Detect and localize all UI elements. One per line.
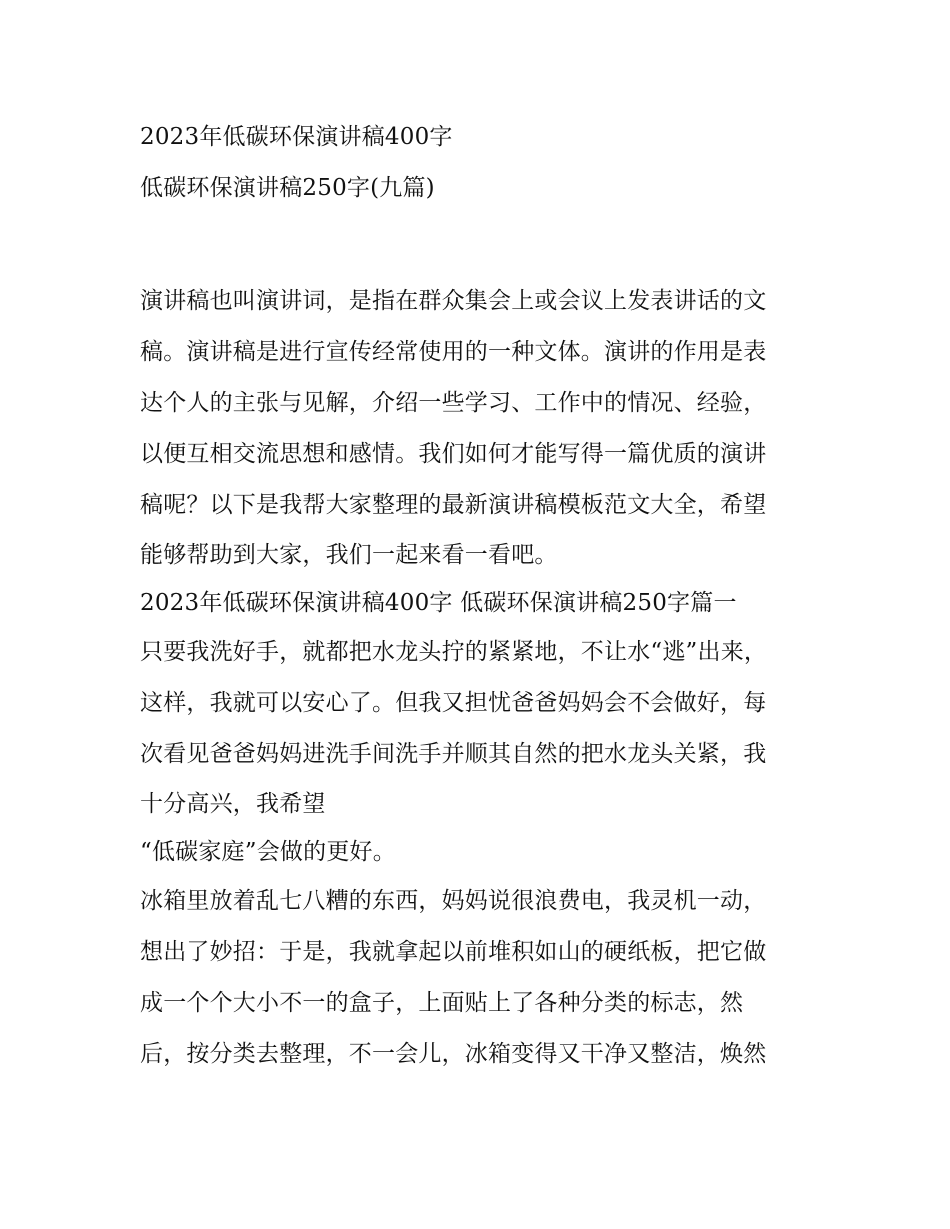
paragraph-line: 十分高兴，我希望 (140, 791, 326, 817)
paragraph-line: 这样，我就可以安心了。但我又担忧爸爸妈妈会不会做好，每 (140, 690, 767, 716)
paragraph-line: 想出了妙招：于是，我就拿起以前堆积如山的硬纸板，把它做 (140, 939, 767, 965)
section-heading: 2023年低碳环保演讲稿400字 低碳环保演讲稿250字篇一 (140, 590, 737, 616)
paragraph-line: 次看见爸爸妈妈进洗手间洗手并顺其自然的把水龙头关紧，我 (140, 741, 767, 767)
paragraph-line: 成一个个大小不一的盒子，上面贴上了各种分类的标志，然 (140, 990, 744, 1016)
paragraph-line: “低碳家庭”会做的更好。 (140, 839, 396, 865)
paragraph-line: 冰箱里放着乱七八糟的东西，妈妈说很浪费电，我灵机一动， (140, 888, 767, 914)
document-body (140, 276, 830, 1080)
title-line-1: 2023年低碳环保演讲稿400字 (140, 124, 453, 150)
paragraph-line: 稿。演讲稿是进行宣传经常使用的一种文体。演讲的作用是表 (140, 339, 767, 365)
paragraph-line: 演讲稿也叫演讲词，是指在群众集会上或会议上发表讲话的文 (140, 288, 767, 314)
paragraph-line: 达个人的主张与见解，介绍一些学习、工作中的情况、经验， (140, 390, 767, 416)
paragraph-line: 后，按分类去整理，不一会儿，冰箱变得又干净又整洁，焕然 (140, 1041, 767, 1067)
paragraph-line: 以便互相交流思想和感情。我们如何才能写得一篇优质的演讲 (140, 441, 767, 467)
paragraph-line: 能够帮助到大家，我们一起来看一看吧。 (140, 542, 558, 568)
title-line-2: 低碳环保演讲稿250字(九篇) (140, 175, 435, 201)
paragraph-line: 只要我洗好手，就都把水龙头拧的紧紧地，不让水“逃”出来， (140, 639, 768, 665)
paragraph-line: 稿呢？以下是我帮大家整理的最新演讲稿模板范文大全，希望 (140, 492, 767, 518)
document-title (140, 112, 830, 214)
